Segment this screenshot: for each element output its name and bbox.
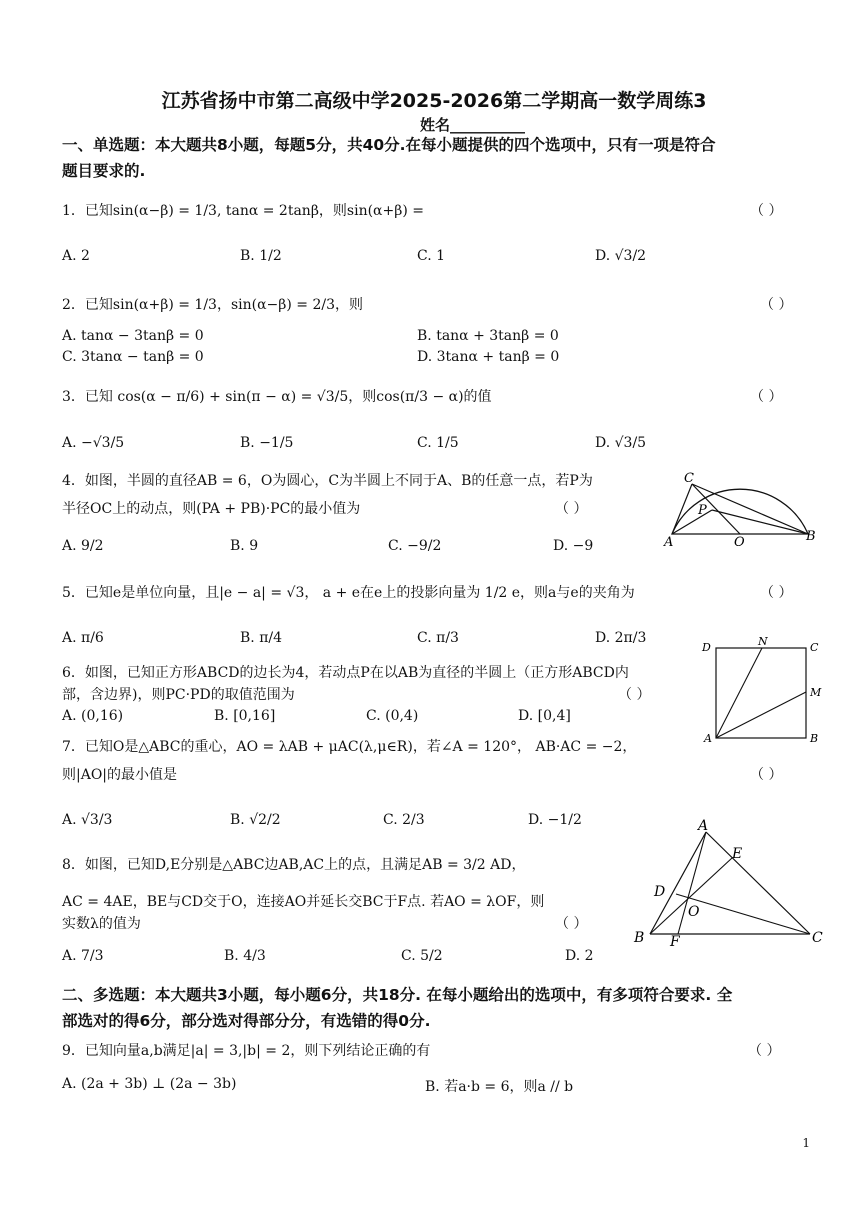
label-b: B: [634, 930, 645, 946]
question-1-stem: 1．已知sin(α−β) = 1/3, tanα = 2tanβ，则sin(α+β) =: [62, 203, 424, 219]
option-c: C. −9/2: [388, 538, 442, 554]
option-c: C. 3tanα − tanβ = 0: [62, 349, 204, 365]
triangle-figure: [630, 818, 830, 948]
question-8-stem-line2: AC = 4AE，BE与CD交于O，连接AO并延长交BC于F点. 若AO = λOF，则: [62, 894, 545, 910]
question-9-stem: 9．已知向量a,b满足|a| = 3,|b| = 2，则下列结论正确的有: [62, 1043, 431, 1059]
option-d: D. 3tanα + tanβ = 0: [417, 349, 560, 365]
question-2-stem: 2．已知sin(α+β) = 1/3，sin(α−β) = 2/3，则: [62, 297, 363, 313]
option-b: B. √2/2: [230, 812, 281, 828]
label-n: N: [758, 636, 768, 648]
question-7-stem-line1: 7．已知O是△ABC的重心，AO = λAB + μAC(λ,μ∈R)，若∠A = 120°， AB·AC = −2，: [62, 739, 637, 755]
option-c: C. 1/5: [417, 435, 459, 451]
option-a: A. √3/3: [62, 812, 113, 828]
section-line: 二、多选题：本大题共3小题，每小题6分，共18分. 在每小题给出的选项中，有多项符合要求. 全: [62, 986, 733, 1004]
option-a: A. (0,16): [62, 708, 124, 724]
question-4-stem-line2: 半径OC上的动点，则(PA + PB)·PC的最小值为: [62, 501, 361, 517]
option-a: A. 7/3: [62, 948, 104, 964]
label-o: O: [734, 535, 745, 550]
option-b: B. π/4: [240, 630, 283, 646]
section-heading-single-choice: [62, 132, 716, 184]
label-m: M: [810, 686, 822, 699]
option-b: B. −1/5: [240, 435, 294, 451]
question-5-stem: 5．已知e是单位向量，且|e − a| = √3， a + e在e上的投影向量为 1/2 e，则a与e的夹角为: [62, 585, 635, 601]
option-a: A. 9/2: [62, 538, 104, 554]
option-c: C. 2/3: [383, 812, 425, 828]
question-3-stem: 3．已知 cos(α − π/6) + sin(π − α) = √3/5，则cos(π/3 − α)的值: [62, 389, 492, 405]
option-c: C. (0,4): [366, 708, 419, 724]
answer-blank: （ ）: [760, 585, 793, 601]
page-title: 江苏省扬中市第二高级中学2025-2026第二学期高一数学周练3: [161, 90, 707, 112]
answer-blank: （ ）: [748, 1043, 781, 1059]
option-b: B. 4/3: [224, 948, 266, 964]
semicircle-figure: [660, 470, 820, 550]
question-6-stem-line2: 部，含边界)，则PC·PD的取值范围为: [62, 687, 295, 703]
answer-blank: （ ）: [555, 501, 588, 517]
answer-blank: （ ）: [750, 767, 783, 783]
answer-blank: （ ）: [555, 916, 588, 932]
option-b: B. 若a·b = 6，则a // b: [425, 1079, 574, 1095]
label-b: B: [806, 529, 816, 544]
answer-blank: （ ）: [760, 297, 793, 313]
square-figure: [700, 636, 830, 748]
label-c: C: [812, 930, 823, 946]
answer-blank: （ ）: [750, 389, 783, 405]
option-a: A. −√3/5: [62, 435, 125, 451]
question-8-stem-line3: 实数λ的值为: [62, 916, 141, 932]
label-b: B: [810, 732, 819, 745]
page-number: 1: [802, 1136, 810, 1150]
option-d: D. −9: [553, 538, 594, 554]
answer-blank: （ ）: [750, 203, 783, 219]
label-c: C: [684, 471, 694, 486]
option-d: D. √3/5: [595, 435, 647, 451]
option-b: B. [0,16]: [214, 708, 276, 724]
label-p: P: [698, 503, 707, 518]
label-a: A: [704, 732, 712, 745]
option-d: D. 2: [565, 948, 594, 964]
label-o: O: [688, 904, 700, 920]
label-c: C: [810, 641, 819, 654]
option-a: A. tanα − 3tanβ = 0: [62, 328, 204, 344]
option-b: B. 9: [230, 538, 259, 554]
question-7-stem-line2: 则|AO|的最小值是: [62, 767, 178, 783]
label-a: A: [698, 818, 709, 834]
section-line: 部选对的得6分，部分选对得部分分，有选错的得0分.: [62, 1012, 431, 1030]
section-line: 一、单选题：本大题共8小题，每题5分，共40分.在每小题提供的四个选项中，只有一项是符合: [62, 136, 716, 154]
option-a: A. (2a + 3b) ⊥ (2a − 3b): [62, 1076, 237, 1092]
option-a: A. 2: [62, 248, 90, 264]
option-c: C. π/3: [417, 630, 459, 646]
label-d: D: [654, 884, 666, 900]
section-line: 题目要求的.: [62, 162, 146, 180]
option-a: A. π/6: [62, 630, 104, 646]
label-a: A: [664, 535, 674, 550]
question-6-stem-line1: 6．如图，已知正方形ABCD的边长为4，若动点P在以AB为直径的半圆上（正方形ABCD内: [62, 665, 629, 681]
answer-blank: （ ）: [618, 687, 651, 703]
question-8-stem-line1: 8．如图，已知D,E分别是△ABC边AB,AC上的点，且满足AB = 3/2 AD，: [62, 857, 526, 873]
option-d: D. [0,4]: [518, 708, 571, 724]
name-field-label: 姓名__________: [420, 116, 526, 134]
label-f: F: [670, 934, 680, 948]
question-4-stem-line1: 4．如图，半圆的直径AB = 6，O为圆心，C为半圆上不同于A、B的任意一点，若P为: [62, 473, 593, 489]
label-d: D: [702, 641, 711, 654]
option-b: B. 1/2: [240, 248, 282, 264]
option-d: D. 2π/3: [595, 630, 647, 646]
option-d: D. −1/2: [528, 812, 582, 828]
option-c: C. 1: [417, 248, 446, 264]
option-b: B. tanα + 3tanβ = 0: [417, 328, 559, 344]
option-c: C. 5/2: [401, 948, 443, 964]
section-heading-multiple-choice: [62, 982, 732, 1034]
label-e: E: [732, 846, 743, 862]
option-d: D. √3/2: [595, 248, 647, 264]
